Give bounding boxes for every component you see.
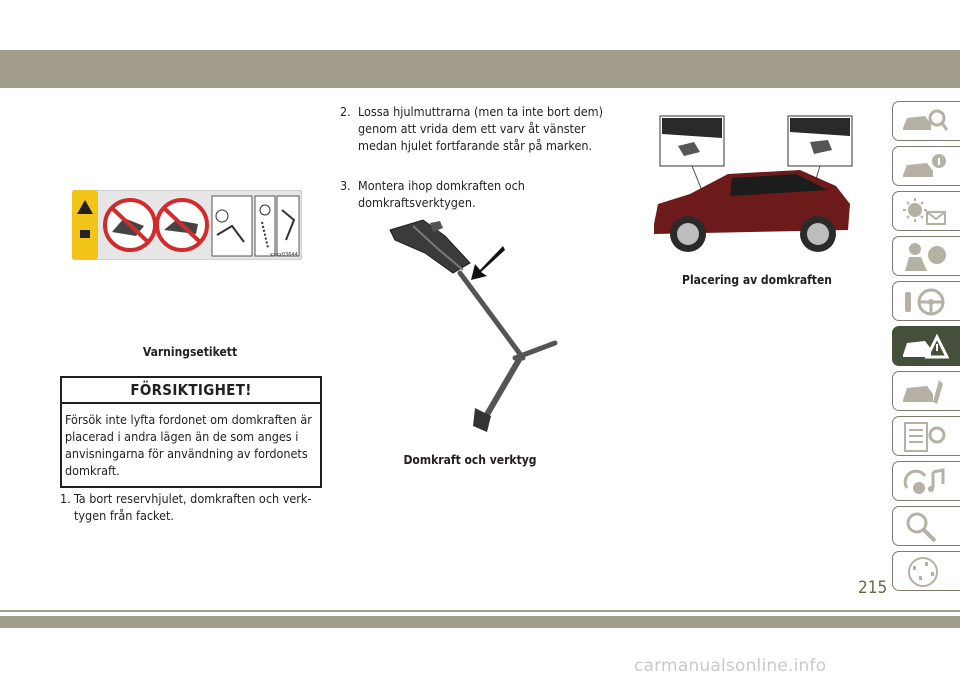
tab-warning-lights[interactable] [892,191,960,231]
jack-tools-image [385,218,565,443]
footer-line [0,610,960,612]
step-2 [340,103,605,154]
step-text: Ta bort reservhjulet, domkraften och verktygen från facket. [74,491,312,523]
tab-specs[interactable] [892,416,960,456]
car-service-icon [899,376,949,408]
header-band [0,50,960,88]
multimedia-icon [899,466,949,498]
car-info-icon [899,151,949,183]
caution-heading: FÖRSIKTIGHET! [62,378,320,404]
tab-car-info[interactable] [892,146,960,186]
alphabet-index-icon [899,556,949,588]
document-settings-icon [899,421,949,453]
page-number: 215 [858,578,888,598]
warning-label-image [72,190,302,260]
footer-band [0,616,960,628]
steering-wheel-icon [899,286,949,318]
tab-service[interactable] [892,371,960,411]
tab-steering[interactable] [892,281,960,321]
step-number: 1. [60,491,71,506]
label-code: xxxx03644 [270,252,298,258]
step-1 [60,490,322,524]
car-search-icon [899,106,949,138]
step-number: 2. [340,104,351,119]
jack-placement-image [650,112,860,260]
car-warning-icon [899,331,949,363]
caption-warning-label: Varningsetikett [142,345,238,359]
tab-emergency[interactable] [892,326,960,366]
warning-lights-icon [899,196,949,228]
caption-jack-placement: Placering av domkraften [682,273,832,287]
caption-jack-tools: Domkraft och verktyg [403,453,537,467]
tab-multimedia[interactable] [892,461,960,501]
step-text: Lossa hjulmuttrarna (men ta inte bort dem) genom att vrida dem ett varv åt vänster medan hjulet fortfarande står på marken. [358,104,604,153]
search-index-icon [899,511,949,543]
tab-car-search[interactable] [892,101,960,141]
tab-search[interactable] [892,506,960,546]
watermark: carmanualsonline.info [634,656,827,676]
step-number: 3. [340,178,351,193]
airbag-person-icon [899,241,949,273]
tab-airbag[interactable] [892,236,960,276]
step-3 [340,177,605,211]
caution-box [60,376,322,488]
caution-text: Försök inte lyfta fordonet om domkraften är placerad i andra lägen än de som anges i anvisningarna för användning av fordonets domkraft. [65,412,312,478]
tab-index[interactable] [892,551,960,591]
step-text: Montera ihop domkraften och domkraftsverktygen. [358,178,525,210]
